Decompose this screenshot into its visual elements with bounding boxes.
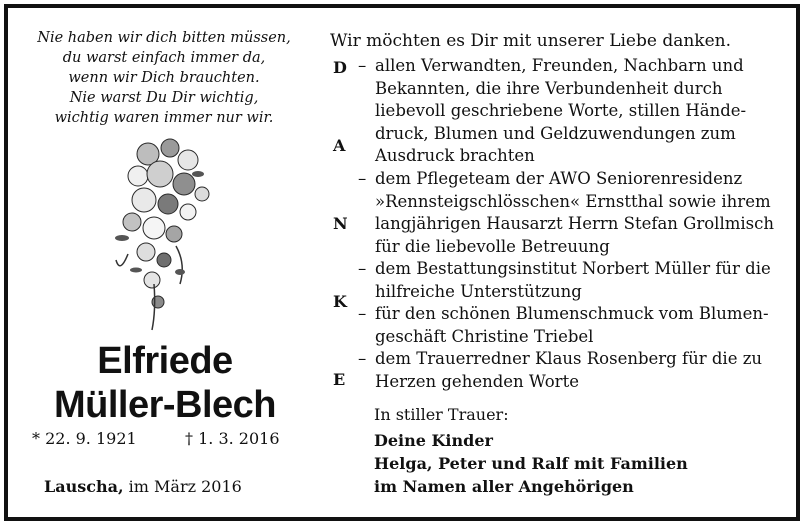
thanks-item: [358, 55, 778, 168]
flower-bouquet-image: [108, 134, 218, 334]
poem-line: wichtig waren immer nur wir.: [54, 110, 274, 126]
birth-date: * 22. 9. 1921: [32, 429, 137, 448]
poem-line: du warst einfach immer da,: [62, 50, 266, 66]
thanks-dash: –: [358, 259, 367, 278]
thanks-item-text: dem Trauerredner Klaus Rosenberg für die zu Herzen gehenden Worte: [375, 349, 763, 391]
thanks-item: [358, 258, 778, 303]
mourners-line-3: im Namen aller Angehörigen: [374, 477, 634, 496]
danke-letter-a: A: [333, 136, 346, 155]
mourning-intro: In stiller Trauer:: [374, 405, 509, 424]
danke-letter-k: K: [333, 292, 347, 311]
memorial-poem: [30, 28, 298, 128]
thanks-dash: –: [358, 349, 367, 368]
poem-line: wenn wir Dich brauchten.: [68, 70, 260, 86]
place-month: im März 2016: [123, 477, 242, 496]
thanks-item-text: für den schönen Blumenschmuck vom Blumen- geschäft Christine Triebel: [375, 304, 769, 346]
place-date: [44, 476, 242, 498]
mourners-line-1: Deine Kinder: [374, 431, 493, 450]
place-town: Lauscha,: [44, 477, 124, 496]
deceased-last-name: Müller-Blech: [53, 384, 277, 426]
poem-line: Nie haben wir dich bitten müssen,: [37, 30, 291, 46]
thanks-item-text: allen Verwandten, Freunden, Nachbarn und Bekannten, die ihre Verbundenheit durch liebevoll geschriebene Worte, stillen Hände- druck, Blumen und Geldzuwendungen zum Ausdruck brachten: [375, 56, 747, 165]
thanks-item-text: dem Bestattungsinstitut Norbert Müller für die hilfreiche Unterstützung: [375, 259, 771, 301]
danke-letter-e: E: [333, 370, 346, 389]
thanks-intro: Wir möchten es Dir mit unserer Liebe danken.: [330, 31, 732, 51]
mourners-line-2: Helga, Peter und Ralf mit Familien: [374, 454, 688, 473]
danke-letter-d: D: [333, 58, 347, 77]
thanks-item: [358, 303, 778, 348]
thanks-item: [358, 348, 778, 393]
thanks-dash: –: [358, 169, 367, 188]
poem-line: Nie warst Du Dir wichtig,: [69, 90, 259, 106]
thanks-dash: –: [358, 56, 367, 75]
danke-letter-n: N: [333, 214, 348, 233]
deceased-first-name: Elfriede: [97, 340, 233, 382]
thanks-dash: –: [358, 304, 367, 323]
thanks-item-text: dem Pflegeteam der AWO Seniorenresidenz »Rennsteigschlösschen« Ernstthal sowie ihrem langjährigen Hausarzt Herrn Stefan Grollmisch für die liebevolle Betreuung: [375, 169, 774, 256]
thanks-item: [358, 168, 778, 258]
death-date: † 1. 3. 2016: [185, 429, 280, 448]
